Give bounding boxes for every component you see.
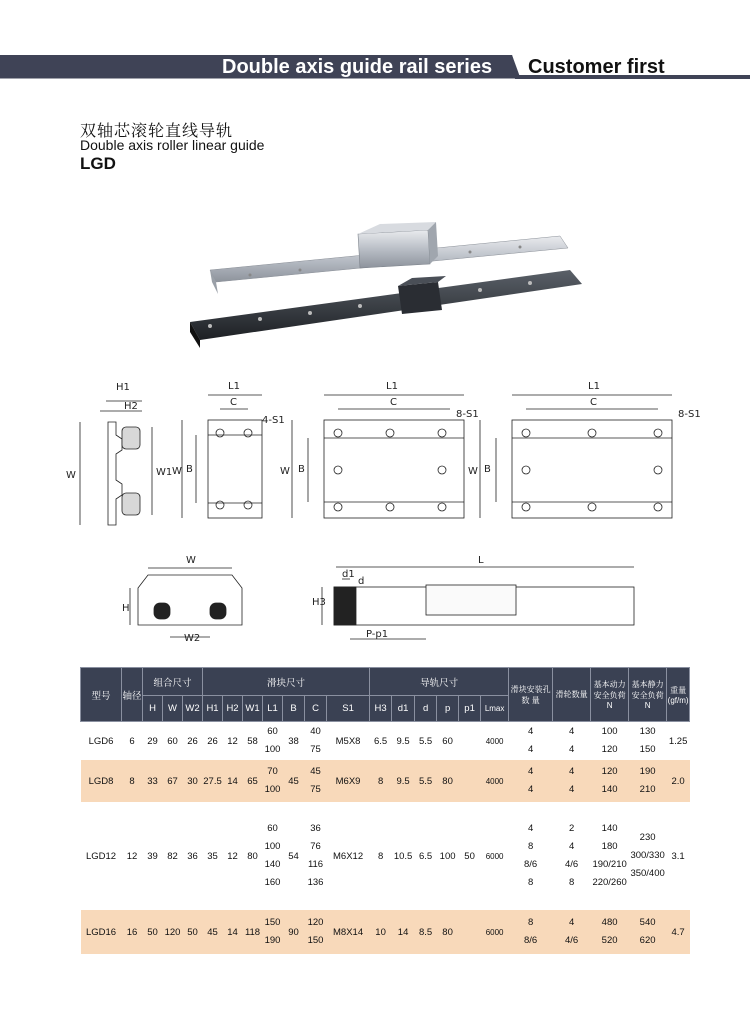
cell-H2: 12 — [227, 850, 238, 862]
cell-B: 38 — [288, 735, 299, 747]
cell-p: 80 — [437, 910, 459, 954]
svg-text:d: d — [358, 576, 365, 587]
cell-value: 4 — [568, 917, 575, 928]
cell-value: 70 — [267, 766, 278, 777]
cell-H: 33 — [143, 760, 163, 802]
cell-Lmax: 6000 — [481, 910, 509, 954]
svg-text:W: W — [186, 555, 196, 566]
cell-p: 80 — [437, 760, 459, 802]
cell-H3: 8 — [370, 760, 392, 802]
cell-value: 116 — [307, 859, 324, 870]
cell-W2: 26 — [187, 735, 198, 747]
cell-value: 300/330 — [630, 850, 665, 861]
product-photo — [190, 222, 590, 357]
cell-C — [305, 722, 327, 761]
technical-drawings — [60, 375, 720, 650]
cell-value: 150 — [307, 935, 324, 946]
cell-H2: 14 — [223, 760, 243, 802]
cell-wheels — [553, 802, 591, 910]
cell-weight: 2.0 — [667, 760, 690, 802]
header-rail: 导轨尺寸 — [370, 668, 509, 696]
cell-C — [305, 910, 327, 954]
svg-text:H: H — [122, 603, 130, 614]
header-assembly: 组合尺寸 — [143, 668, 203, 696]
svg-text:P-p1: P-p1 — [366, 629, 389, 640]
cell-L1 — [263, 802, 283, 910]
svg-text:H3: H3 — [312, 597, 326, 608]
cell-d1: 10.5 — [393, 850, 413, 862]
svg-text:W: W — [172, 466, 182, 477]
col-header: Lmax — [481, 696, 509, 722]
cell-H1: 45 — [203, 910, 223, 954]
cell-H3: 8 — [377, 850, 384, 862]
cell-axis: 12 — [126, 850, 138, 862]
cell-L1 — [263, 722, 283, 761]
svg-text:8-S1: 8-S1 — [456, 409, 479, 420]
header-model: 型号 — [81, 668, 122, 722]
cell-value: 180 — [601, 841, 618, 852]
cell-value: 8 — [527, 917, 534, 928]
cell-value: 4 — [568, 841, 575, 852]
cell-C — [305, 802, 327, 910]
header-weight: 重量(gf/m) — [667, 668, 690, 722]
header-axis: 轴径 — [122, 668, 143, 722]
cell-value: 8/6 — [524, 859, 538, 870]
cell-value: 150 — [639, 744, 656, 755]
cell-value: 480 — [601, 917, 618, 928]
cell-axis: 16 — [122, 910, 143, 954]
cell-d1: 9.5 — [396, 735, 410, 747]
table-row — [81, 722, 690, 761]
cell-S1: M6X9 — [327, 760, 370, 802]
cell-dyn — [591, 910, 629, 954]
table-header-groups — [81, 668, 690, 696]
cell-H: 39 — [147, 850, 158, 862]
cell-value: 120 — [601, 766, 618, 777]
table-row — [81, 760, 690, 802]
product-title-cn: 双轴芯滚轮直线导轨 — [80, 121, 234, 140]
cell-value: 140 — [264, 859, 281, 870]
cell-value: 8 — [527, 841, 534, 852]
cell-W: 60 — [167, 735, 178, 747]
cell-stat — [629, 802, 667, 910]
svg-text:L1: L1 — [228, 381, 240, 392]
cell-value: 160 — [264, 877, 281, 888]
cell-dyn — [591, 760, 629, 802]
cell-C — [305, 760, 327, 802]
svg-text:W2: W2 — [184, 633, 201, 644]
col-header: H2 — [223, 696, 243, 722]
slogan: Customer first — [528, 56, 665, 78]
svg-text:L1: L1 — [386, 381, 398, 392]
col-header: L1 — [263, 696, 283, 722]
cell-value: 4 — [568, 784, 575, 795]
svg-text:d1: d1 — [342, 569, 355, 580]
svg-text:H1: H1 — [116, 382, 130, 393]
cell-W1: 58 — [247, 735, 258, 747]
cell-value: 520 — [601, 935, 618, 946]
cell-value: 36 — [310, 823, 321, 834]
cell-W2: 50 — [183, 910, 203, 954]
cell-holes — [509, 760, 553, 802]
cell-H1: 35 — [207, 850, 218, 862]
cell-value: 190 — [639, 766, 656, 777]
cell-W1: 118 — [243, 910, 263, 954]
cell-model: LGD16 — [81, 910, 122, 954]
col-header: B — [283, 696, 305, 722]
cell-model: LGD6 — [88, 735, 114, 747]
cell-value: 120 — [307, 917, 324, 928]
table-row — [81, 910, 690, 954]
cell-value: 4 — [568, 766, 575, 777]
col-header: d — [415, 696, 437, 722]
cell-value: 45 — [310, 766, 321, 777]
cell-S1: M6X12 — [333, 850, 364, 862]
cell-W1: 65 — [243, 760, 263, 802]
cell-d1: 9.5 — [392, 760, 415, 802]
svg-text:L1: L1 — [588, 381, 600, 392]
col-header: H3 — [370, 696, 392, 722]
cell-value: 620 — [639, 935, 656, 946]
cell-value: 150 — [264, 917, 281, 928]
cell-value: 75 — [310, 784, 321, 795]
table-body — [81, 722, 690, 955]
header-slider: 滑块尺寸 — [203, 668, 370, 696]
cell-Lmax: 4000 — [485, 736, 504, 746]
svg-text:W1: W1 — [156, 467, 173, 478]
svg-text:B: B — [186, 464, 193, 475]
svg-text:B: B — [484, 464, 491, 475]
col-header: H1 — [203, 696, 223, 722]
cell-value: 210 — [639, 784, 656, 795]
cell-value: 100 — [264, 784, 281, 795]
cell-value: 220/260 — [592, 877, 627, 888]
header-static-load: 基本静力安全负荷 N — [629, 668, 667, 722]
cell-value: 4 — [527, 744, 534, 755]
cell-wheels — [553, 722, 591, 761]
cell-Lmax: 4000 — [481, 760, 509, 802]
cell-model: LGD8 — [81, 760, 122, 802]
product-code: LGD — [80, 154, 116, 173]
cell-value: 8 — [568, 877, 575, 888]
spec-table — [80, 667, 690, 954]
col-header: W — [163, 696, 183, 722]
cell-value: 230 — [639, 832, 656, 843]
cell-W: 67 — [163, 760, 183, 802]
header-wheels: 滑轮数量 — [553, 668, 591, 722]
svg-text:H2: H2 — [124, 401, 138, 412]
cell-value: 100 — [601, 726, 618, 737]
cell-H2: 14 — [223, 910, 243, 954]
col-header: p1 — [459, 696, 481, 722]
cell-value: 100 — [264, 841, 281, 852]
cell-stat — [629, 910, 667, 954]
cell-value: 4/6 — [565, 859, 579, 870]
cell-value: 190 — [264, 935, 281, 946]
cell-value: 40 — [310, 726, 321, 737]
cell-S1: M8X14 — [327, 910, 370, 954]
cell-value: 4 — [527, 823, 534, 834]
col-header: W1 — [243, 696, 263, 722]
cell-value: 76 — [310, 841, 321, 852]
cell-p1 — [459, 722, 481, 761]
cell-B: 54 — [288, 850, 299, 862]
col-header: p — [437, 696, 459, 722]
cell-W2: 30 — [183, 760, 203, 802]
col-header: C — [305, 696, 327, 722]
cell-stat — [629, 760, 667, 802]
cell-S1: M5X8 — [335, 735, 361, 747]
series-title: Double axis guide rail series — [222, 56, 493, 78]
cell-d: 5.5 — [418, 735, 433, 747]
svg-text:4-S1: 4-S1 — [262, 415, 285, 426]
col-header: d1 — [392, 696, 415, 722]
cell-L1 — [263, 760, 283, 802]
svg-text:L: L — [478, 555, 484, 566]
cell-wheels — [553, 760, 591, 802]
cell-dyn — [591, 722, 629, 761]
cell-p1 — [459, 760, 481, 802]
cell-p: 60 — [442, 735, 453, 747]
cell-stat — [629, 722, 667, 761]
cell-wheels — [553, 910, 591, 954]
cell-value: 4 — [527, 784, 534, 795]
cell-H1: 27.5 — [203, 760, 223, 802]
svg-text:B: B — [298, 464, 305, 475]
cell-model: LGD12 — [85, 850, 117, 862]
cell-B: 45 — [283, 760, 305, 802]
cell-p1: 50 — [464, 850, 475, 862]
svg-text:8-S1: 8-S1 — [678, 409, 701, 420]
cell-value: 140 — [601, 784, 618, 795]
cell-H2: 12 — [227, 735, 238, 747]
cell-Lmax: 6000 — [485, 851, 504, 861]
col-header: S1 — [327, 696, 370, 722]
cell-axis: 8 — [122, 760, 143, 802]
svg-text:C: C — [590, 397, 597, 408]
cell-holes — [509, 802, 553, 910]
cell-p: 100 — [439, 850, 456, 862]
cell-d: 8.5 — [415, 910, 437, 954]
cell-H3: 10 — [370, 910, 392, 954]
cell-value: 60 — [267, 823, 278, 834]
cell-weight: 4.7 — [667, 910, 690, 954]
cell-W: 82 — [167, 850, 178, 862]
cell-p1 — [459, 910, 481, 954]
cell-L1 — [263, 910, 283, 954]
header-dynamic-load: 基本动力安全负荷 N — [591, 668, 629, 722]
cell-B: 90 — [283, 910, 305, 954]
cell-value: 4 — [568, 726, 575, 737]
cell-H3: 6.5 — [373, 735, 388, 747]
cell-W2: 36 — [187, 850, 198, 862]
cell-value: 4 — [568, 744, 575, 755]
cell-W: 120 — [163, 910, 183, 954]
product-title-en: Double axis roller linear guide — [80, 137, 265, 153]
svg-text:W: W — [280, 466, 290, 477]
cell-value: 60 — [267, 726, 278, 737]
cell-weight: 3.1 — [671, 850, 685, 862]
cell-value: 75 — [310, 744, 321, 755]
cell-value: 350/400 — [630, 868, 665, 879]
svg-text:C: C — [230, 397, 237, 408]
cell-axis: 6 — [129, 735, 135, 747]
cell-value: 540 — [639, 917, 656, 928]
cell-dyn — [591, 802, 629, 910]
cell-d: 5.5 — [415, 760, 437, 802]
table-row — [81, 802, 690, 910]
cell-W1: 80 — [247, 850, 258, 862]
cell-holes — [509, 722, 553, 761]
cell-value: 4 — [527, 766, 534, 777]
cell-value: 2 — [568, 823, 575, 834]
cell-H: 50 — [143, 910, 163, 954]
cell-value: 140 — [601, 823, 618, 834]
cell-holes — [509, 910, 553, 954]
col-header: W2 — [183, 696, 203, 722]
cell-value: 130 — [639, 726, 656, 737]
header-holes: 滑块安装孔 数 量 — [509, 668, 553, 722]
svg-text:C: C — [390, 397, 397, 408]
cell-d: 6.5 — [418, 850, 433, 862]
cell-value: 190/210 — [592, 859, 627, 870]
cell-value: 4 — [527, 726, 534, 737]
cell-value: 136 — [307, 877, 324, 888]
cell-value: 8 — [527, 877, 534, 888]
cell-value: 100 — [264, 744, 281, 755]
cell-weight: 1.25 — [668, 735, 688, 747]
cell-H: 29 — [147, 735, 158, 747]
cell-d1: 14 — [392, 910, 415, 954]
cell-value: 8/6 — [524, 935, 538, 946]
cell-value: 120 — [601, 744, 618, 755]
svg-text:W: W — [66, 470, 76, 481]
svg-text:W: W — [468, 466, 478, 477]
col-header: H — [143, 696, 163, 722]
cell-value: 4/6 — [565, 935, 579, 946]
cell-H1: 26 — [207, 735, 218, 747]
